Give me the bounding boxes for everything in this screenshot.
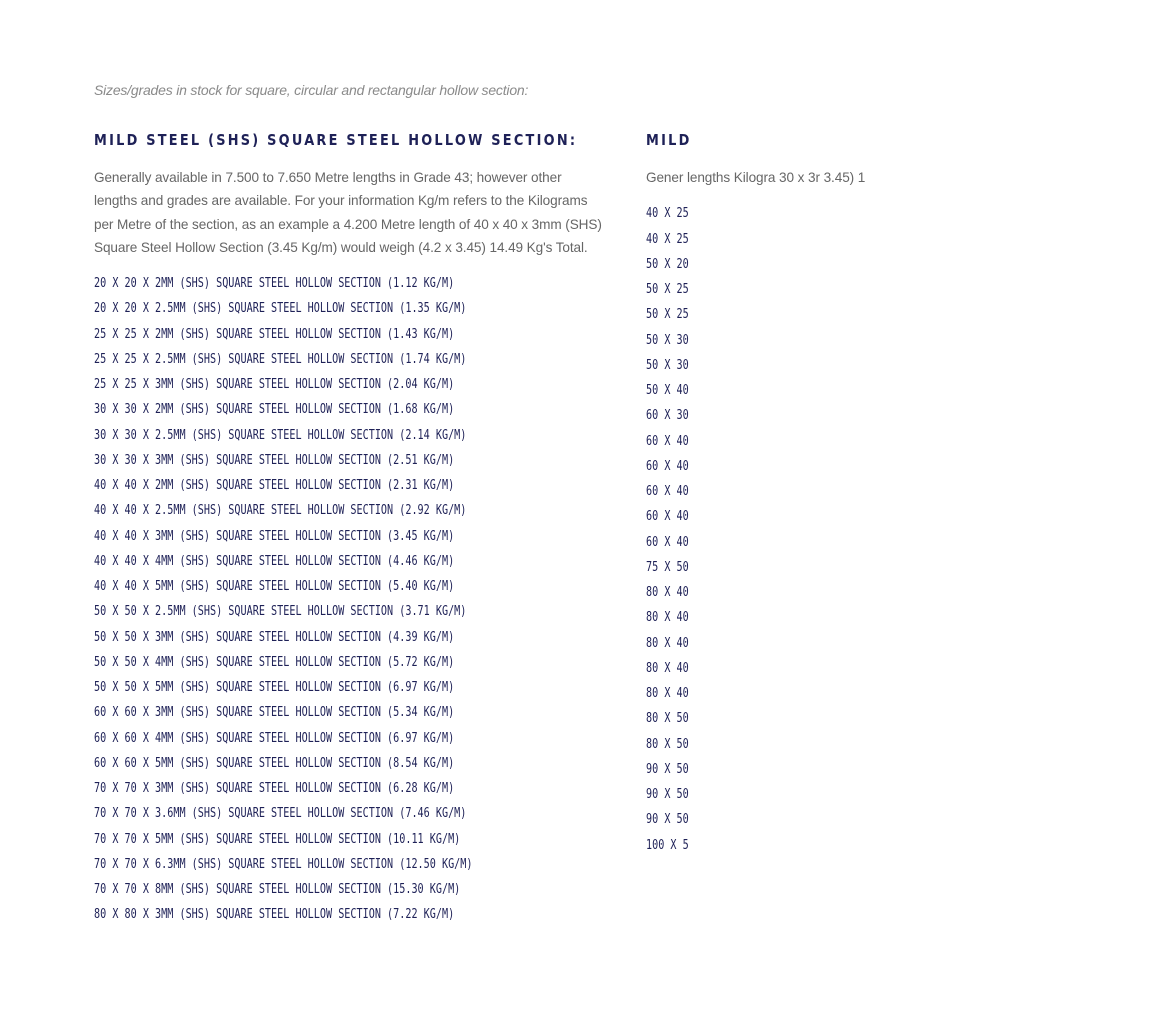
size-list-item: 80 X 80 X 3MM (SHS) SQUARE STEEL HOLLOW SECTION (7.22 KG/M) <box>94 907 455 923</box>
size-list-item: 70 X 70 X 3.6MM (SHS) SQUARE STEEL HOLLOW SECTION (7.46 KG/M) <box>94 806 467 822</box>
section-description: Gener lengths Kilogra 30 x 3r 3.45) 1 <box>646 170 866 185</box>
size-list-item: 40 X 40 X 3MM (SHS) SQUARE STEEL HOLLOW SECTION (3.45 KG/M) <box>94 528 455 544</box>
size-list-item: 60 X 60 X 3MM (SHS) SQUARE STEEL HOLLOW SECTION (5.34 KG/M) <box>94 705 455 721</box>
size-list-item: 60 X 30 <box>646 408 689 424</box>
size-list-item: 50 X 30 <box>646 332 689 348</box>
size-list-item: 80 X 50 <box>646 736 689 752</box>
section-column-next <box>646 126 866 858</box>
size-list-item: 80 X 50 <box>646 711 689 727</box>
size-list-item: 60 X 40 <box>646 509 689 525</box>
size-list-item: 80 X 40 <box>646 686 689 702</box>
size-list-item: 60 X 40 <box>646 484 689 500</box>
size-list-item: 80 X 40 <box>646 585 689 601</box>
intro-text: Sizes/grades in stock for square, circular and rectangular hollow section: <box>94 82 529 98</box>
size-list-item: 40 X 25 <box>646 206 689 222</box>
size-list-item: 70 X 70 X 8MM (SHS) SQUARE STEEL HOLLOW SECTION (15.30 KG/M) <box>94 882 461 898</box>
size-list <box>646 201 1156 858</box>
size-list-item: 80 X 40 <box>646 635 689 651</box>
size-list-item: 30 X 30 X 3MM (SHS) SQUARE STEEL HOLLOW SECTION (2.51 KG/M) <box>94 452 455 468</box>
size-list-item: 40 X 40 X 5MM (SHS) SQUARE STEEL HOLLOW SECTION (5.40 KG/M) <box>94 579 455 595</box>
size-list-item: 50 X 25 <box>646 282 689 298</box>
size-list-item: 40 X 40 X 2.5MM (SHS) SQUARE STEEL HOLLOW SECTION (2.92 KG/M) <box>94 503 467 519</box>
size-list-item: 50 X 40 <box>646 383 689 399</box>
size-list-item: 40 X 40 X 4MM (SHS) SQUARE STEEL HOLLOW SECTION (4.46 KG/M) <box>94 553 455 569</box>
size-list-item: 90 X 50 <box>646 787 689 803</box>
size-list-item: 50 X 25 <box>646 307 689 323</box>
size-list-item: 30 X 30 X 2MM (SHS) SQUARE STEEL HOLLOW SECTION (1.68 KG/M) <box>94 402 455 418</box>
size-list-item: 80 X 40 <box>646 610 689 626</box>
size-list-item: 70 X 70 X 3MM (SHS) SQUARE STEEL HOLLOW SECTION (6.28 KG/M) <box>94 781 455 797</box>
section-heading: MILD <box>646 131 692 149</box>
size-list-item: 30 X 30 X 2.5MM (SHS) SQUARE STEEL HOLLOW SECTION (2.14 KG/M) <box>94 427 467 443</box>
size-list-item: 60 X 40 <box>646 534 689 550</box>
size-list-item: 100 X 5 <box>646 837 689 853</box>
size-list-item: 50 X 30 <box>646 357 689 373</box>
size-list-item: 50 X 50 X 4MM (SHS) SQUARE STEEL HOLLOW SECTION (5.72 KG/M) <box>94 654 455 670</box>
size-list-item: 60 X 40 <box>646 458 689 474</box>
size-list-item: 20 X 20 X 2.5MM (SHS) SQUARE STEEL HOLLOW SECTION (1.35 KG/M) <box>94 301 467 317</box>
size-list-item: 50 X 50 X 2.5MM (SHS) SQUARE STEEL HOLLOW SECTION (3.71 KG/M) <box>94 604 467 620</box>
size-list-item: 75 X 50 <box>646 559 689 575</box>
size-list-item: 90 X 50 <box>646 761 689 777</box>
size-list-item: 80 X 40 <box>646 660 689 676</box>
section-column-shs <box>94 126 604 928</box>
size-list-item: 40 X 40 X 2MM (SHS) SQUARE STEEL HOLLOW SECTION (2.31 KG/M) <box>94 478 455 494</box>
section-heading: MILD STEEL (SHS) SQUARE STEEL HOLLOW SECTION: <box>94 131 578 149</box>
size-list-item: 25 X 25 X 3MM (SHS) SQUARE STEEL HOLLOW SECTION (2.04 KG/M) <box>94 377 455 393</box>
size-list <box>94 271 604 928</box>
size-list-item: 60 X 40 <box>646 433 689 449</box>
size-list-item: 70 X 70 X 5MM (SHS) SQUARE STEEL HOLLOW SECTION (10.11 KG/M) <box>94 831 461 847</box>
size-list-item: 70 X 70 X 6.3MM (SHS) SQUARE STEEL HOLLOW SECTION (12.50 KG/M) <box>94 856 473 872</box>
size-list-item: 20 X 20 X 2MM (SHS) SQUARE STEEL HOLLOW SECTION (1.12 KG/M) <box>94 276 455 292</box>
size-list-item: 60 X 60 X 5MM (SHS) SQUARE STEEL HOLLOW SECTION (8.54 KG/M) <box>94 755 455 771</box>
size-list-item: 60 X 60 X 4MM (SHS) SQUARE STEEL HOLLOW SECTION (6.97 KG/M) <box>94 730 455 746</box>
size-list-item: 50 X 50 X 5MM (SHS) SQUARE STEEL HOLLOW SECTION (6.97 KG/M) <box>94 680 455 696</box>
size-list-item: 25 X 25 X 2MM (SHS) SQUARE STEEL HOLLOW SECTION (1.43 KG/M) <box>94 326 455 342</box>
size-list-item: 40 X 25 <box>646 231 689 247</box>
section-description: Generally available in 7.500 to 7.650 Metre lengths in Grade 43; however other lengths and grades are available. For your information Kg/m refers to the Kilograms per Metre of the section, as an example a 4.200 Metre length of 40 x 40 x 3mm (SHS) Square Steel Hollow Section (3.45 Kg/m) would weigh (4.2 x 3.45) 14.49 Kg's Total. <box>94 170 602 255</box>
size-list-item: 90 X 50 <box>646 812 689 828</box>
size-list-item: 25 X 25 X 2.5MM (SHS) SQUARE STEEL HOLLOW SECTION (1.74 KG/M) <box>94 351 467 367</box>
size-list-item: 50 X 20 <box>646 256 689 272</box>
size-list-item: 50 X 50 X 3MM (SHS) SQUARE STEEL HOLLOW SECTION (4.39 KG/M) <box>94 629 455 645</box>
